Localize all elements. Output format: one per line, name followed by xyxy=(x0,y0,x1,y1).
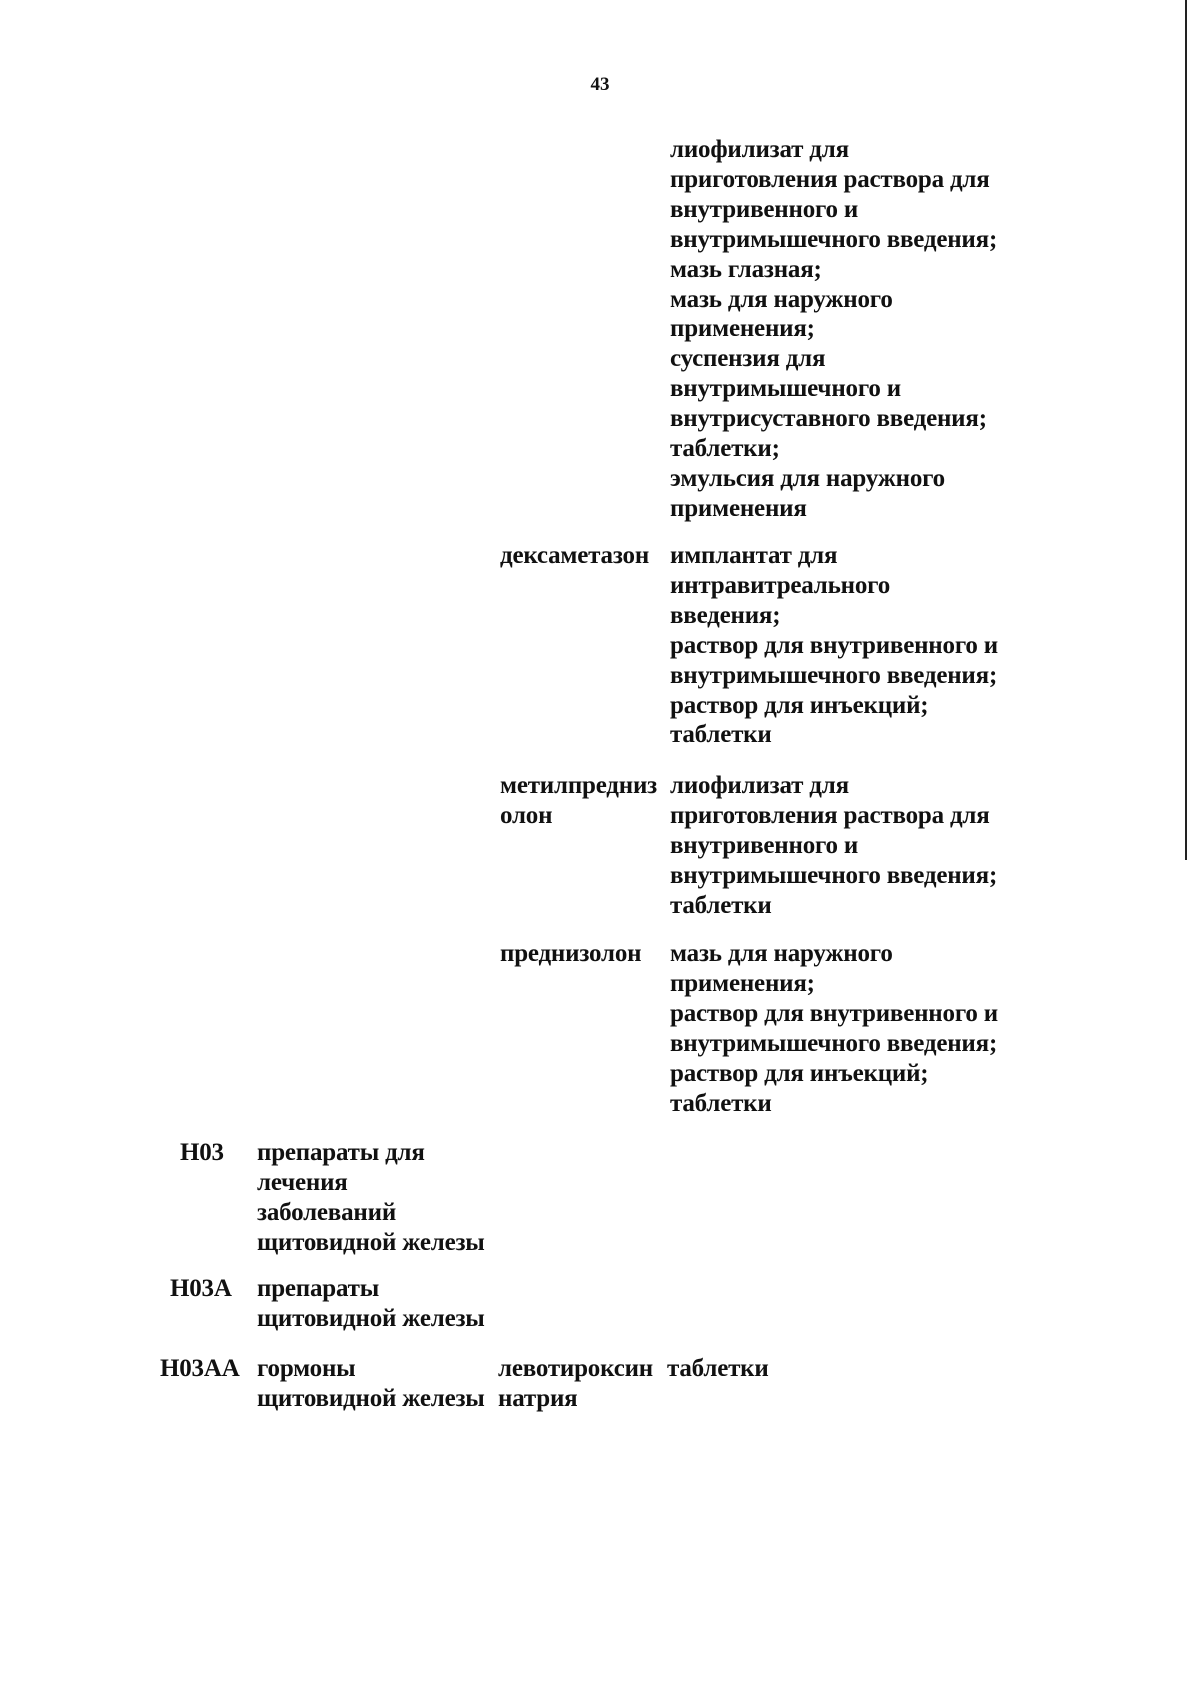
dosage-form-line: суспензия для xyxy=(670,345,826,373)
drug-name-line: левотироксин xyxy=(498,1355,653,1382)
dosage-form-line: приготовления раствора для xyxy=(670,165,990,193)
drug-name-line: натрия xyxy=(498,1384,578,1412)
dosage-form-line: эмульсия для наружного xyxy=(670,464,945,492)
dosage-form-line: мазь для наружного xyxy=(670,285,893,313)
dosage-form-line: таблетки xyxy=(667,1355,769,1382)
dosage-form-line: лиофилизат для xyxy=(670,136,849,163)
dosage-form-line: внутривенного и xyxy=(670,831,859,859)
dosage-form-line: таблетки xyxy=(670,1089,772,1117)
group-name-line: щитовидной железы xyxy=(257,1228,485,1256)
dosage-form-line: внутрисуставного введения; xyxy=(670,405,987,433)
drug-name-line: дексаметазон xyxy=(500,542,650,569)
page-number: 43 xyxy=(590,74,610,95)
dosage-form-line: внутримышечного введения; xyxy=(670,661,998,689)
atc-code: H03 xyxy=(180,1139,224,1166)
atc-code: H03A xyxy=(170,1275,232,1302)
dosage-form-line: мазь для наружного xyxy=(670,940,893,967)
dosage-form-line: введения; xyxy=(670,601,781,629)
dosage-form-line: внутривенного и xyxy=(670,195,859,223)
dosage-form-line: применения; xyxy=(670,969,815,997)
dosage-form-line: применения; xyxy=(670,315,815,343)
group-name-line: препараты xyxy=(257,1275,380,1302)
dosage-form-line: раствор для внутривенного и xyxy=(670,999,998,1027)
dosage-form-line: внутримышечного введения; xyxy=(670,861,998,889)
dosage-form-line: применения xyxy=(670,494,807,522)
dosage-form-line: внутримышечного введения; xyxy=(670,1029,998,1057)
dosage-form-line: внутримышечного введения; xyxy=(670,225,998,253)
drug-name-line: олон xyxy=(500,801,553,829)
dosage-form-line: приготовления раствора для xyxy=(670,801,990,829)
dosage-form-line: лиофилизат для xyxy=(670,772,849,799)
dosage-form-line: имплантат для xyxy=(670,542,838,569)
group-name-line: препараты для xyxy=(257,1139,425,1166)
drug-name-line: преднизолон xyxy=(500,940,642,967)
dosage-form-line: раствор для инъекций; xyxy=(670,691,929,719)
group-name-line: щитовидной железы xyxy=(257,1304,485,1332)
dosage-form-line: внутримышечного и xyxy=(670,375,901,403)
scan-edge-line xyxy=(1185,0,1187,860)
dosage-form-line: таблетки xyxy=(670,721,772,749)
dosage-form-line: раствор для внутривенного и xyxy=(670,631,998,659)
dosage-form-line: раствор для инъекций; xyxy=(670,1059,929,1087)
dosage-form-line: мазь глазная; xyxy=(670,255,822,283)
drug-name-line: метилпредниз xyxy=(500,772,658,799)
atc-code: H03AA xyxy=(160,1355,240,1382)
dosage-form-line: интравитреального xyxy=(670,571,890,599)
dosage-form-line: таблетки xyxy=(670,891,772,919)
group-name-line: заболеваний xyxy=(257,1198,397,1226)
group-name-line: лечения xyxy=(257,1168,348,1196)
group-name-line: гормоны xyxy=(257,1355,356,1382)
dosage-form-line: таблетки; xyxy=(670,435,780,462)
group-name-line: щитовидной железы xyxy=(257,1384,485,1412)
